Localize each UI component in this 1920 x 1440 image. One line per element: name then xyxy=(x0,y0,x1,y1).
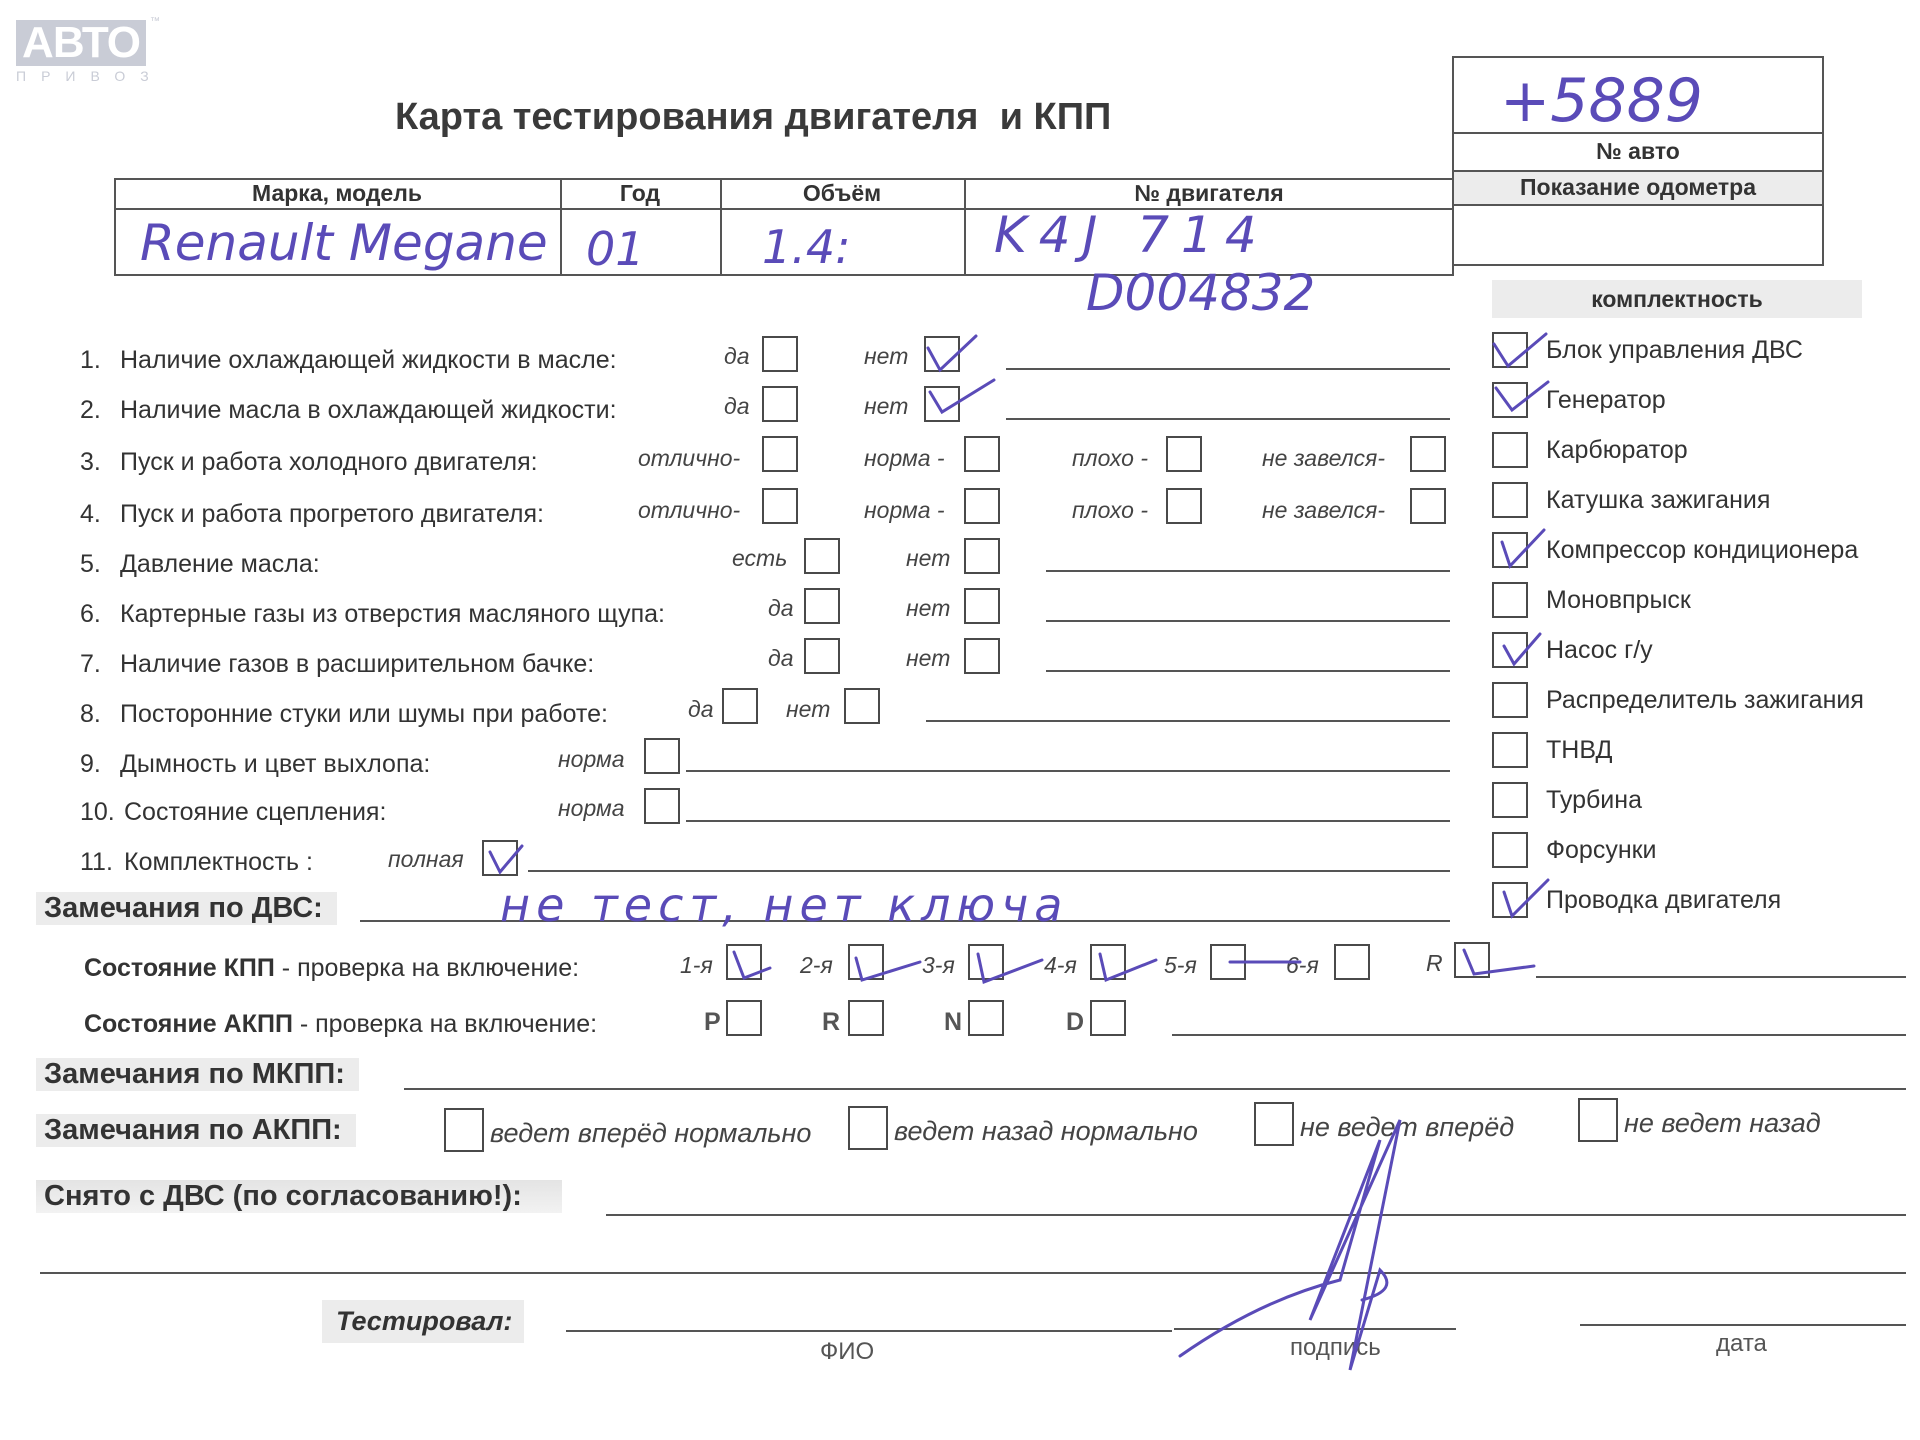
q8-option-no-label: нет xyxy=(786,696,831,722)
q9-option-normal-label: норма xyxy=(558,746,625,772)
completeness-checkbox-turbine[interactable] xyxy=(1492,782,1528,818)
akpp-no-backward-label: не ведет назад xyxy=(1624,1108,1821,1138)
manual-gearbox-check-label xyxy=(84,954,579,983)
q3-option-not-started-checkbox[interactable] xyxy=(1410,436,1446,472)
automatic-gearbox-check-label xyxy=(84,1010,597,1039)
mode-d-checkbox[interactable] xyxy=(1090,1000,1126,1036)
q7-option-yes-checkbox[interactable] xyxy=(804,638,840,674)
question-2-number: 2. xyxy=(80,396,101,424)
q2-comment-line xyxy=(1006,418,1450,420)
gear-6-checkbox[interactable] xyxy=(1334,944,1370,980)
col-header-engine-no: № двигателя xyxy=(1134,180,1284,206)
trademark-mark: ™ xyxy=(150,16,160,27)
q3-option-bad-checkbox[interactable] xyxy=(1166,436,1202,472)
q4-option-not-started-checkbox[interactable] xyxy=(1410,488,1446,524)
completeness-checkbox-engine-wiring[interactable] xyxy=(1492,882,1528,918)
q3-option-normal-checkbox[interactable] xyxy=(964,436,1000,472)
completeness-checkbox-ignition-coil[interactable] xyxy=(1492,482,1528,518)
q1-option-no-checkbox[interactable] xyxy=(924,336,960,372)
question-7-number: 7. xyxy=(80,650,101,678)
q1-option-yes-label: да xyxy=(724,343,750,369)
question-9-text: Дымность и цвет выхлопа: xyxy=(120,750,431,778)
removed-parts-line xyxy=(606,1214,1906,1216)
car-number-label: № авто xyxy=(1596,138,1680,164)
akpp-forward-normal-checkbox[interactable] xyxy=(444,1108,484,1152)
question-5-number: 5. xyxy=(80,550,101,578)
question-10-number: 10. xyxy=(80,798,115,826)
question-8-number: 8. xyxy=(80,700,101,728)
question-3-number: 3. xyxy=(80,448,101,476)
mode-p-label: P xyxy=(704,1008,721,1036)
manual-gearbox-title: Состояние КПП xyxy=(84,954,275,982)
completeness-checkbox-generator[interactable] xyxy=(1492,382,1528,418)
car-number-divider-2 xyxy=(1452,170,1824,172)
page-title: Карта тестирования двигателя и КПП xyxy=(395,96,1112,138)
q1-option-yes-checkbox[interactable] xyxy=(762,336,798,372)
q1-option-no-label: нет xyxy=(864,343,909,369)
question-7-text: Наличие газов в расширительном бачке: xyxy=(120,650,595,678)
gear-3-label: 3-я xyxy=(922,952,955,978)
q4-option-normal-label: норма - xyxy=(864,497,945,523)
question-6-text: Картерные газы из отверстия масляного щупа: xyxy=(120,600,665,628)
q8-comment-line xyxy=(926,720,1450,722)
q10-comment-line xyxy=(686,820,1450,822)
q5-option-no-label: нет xyxy=(906,545,951,571)
q2-option-yes-checkbox[interactable] xyxy=(762,386,798,422)
q1-comment-line xyxy=(1006,368,1450,370)
remarks-engine-label: Замечания по ДВС: xyxy=(36,892,337,925)
completeness-label-distributor: Распределитель зажигания xyxy=(1546,686,1864,714)
gear-4-label: 4-я xyxy=(1044,952,1077,978)
gear-4-checkbox[interactable] xyxy=(1090,944,1126,980)
q6-comment-line xyxy=(1046,620,1450,622)
q4-option-bad-label: плохо - xyxy=(1072,497,1148,523)
col-header-year: Год xyxy=(619,180,661,206)
signature-icon xyxy=(1180,1120,1400,1370)
automatic-gearbox-title: Состояние АКПП xyxy=(84,1010,293,1038)
model-value: Renault Megane xyxy=(140,214,548,272)
removed-parts-line-2 xyxy=(40,1272,1906,1274)
remarks-manual-gearbox-line xyxy=(404,1088,1906,1090)
remarks-engine-value: не тест, нет ключа xyxy=(500,878,1069,932)
q11-option-full-label: полная xyxy=(388,846,464,872)
q8-option-yes-label: да xyxy=(688,696,714,722)
question-11-text: Комплектность : xyxy=(124,848,313,876)
manual-gearbox-line xyxy=(1536,976,1906,978)
q5-option-yes-label: есть xyxy=(732,545,788,571)
question-5-text: Давление масла: xyxy=(120,550,320,578)
q4-option-not-started-label: не завелся- xyxy=(1262,497,1386,523)
q5-option-yes-checkbox[interactable] xyxy=(804,538,840,574)
completeness-label-engine-wiring: Проводка двигателя xyxy=(1546,886,1782,914)
mode-n-checkbox[interactable] xyxy=(968,1000,1004,1036)
q3-option-excellent-label: отлично- xyxy=(638,445,741,471)
q5-option-no-checkbox[interactable] xyxy=(964,538,1000,574)
gear-reverse-label: R xyxy=(1426,950,1443,976)
q2-option-yes-label: да xyxy=(724,393,750,419)
q6-option-no-checkbox[interactable] xyxy=(964,588,1000,624)
mode-r-checkbox[interactable] xyxy=(848,1000,884,1036)
q6-option-yes-checkbox[interactable] xyxy=(804,588,840,624)
test-date-caption: дата xyxy=(1716,1330,1767,1357)
q2-option-no-checkbox[interactable] xyxy=(924,386,960,422)
odometer-value xyxy=(1460,214,1816,254)
odometer-label: Показание одометра xyxy=(1520,174,1756,200)
gear-reverse-checkbox[interactable] xyxy=(1454,942,1490,978)
q7-option-yes-label: да xyxy=(768,645,794,671)
gear-5-label: 5-я xyxy=(1164,952,1197,978)
tester-name-line xyxy=(566,1330,1172,1332)
q10-option-normal-checkbox[interactable] xyxy=(644,788,680,824)
question-11-number: 11. xyxy=(80,848,113,876)
completeness-checkbox-ac-compressor[interactable] xyxy=(1492,532,1528,568)
brand-logo: АВТО xyxy=(16,20,146,66)
completeness-label-power-steering-pump: Насос г/у xyxy=(1546,636,1653,664)
q4-option-normal-checkbox[interactable] xyxy=(964,488,1000,524)
q4-option-excellent-label: отлично- xyxy=(638,497,741,523)
q4-option-bad-checkbox[interactable] xyxy=(1166,488,1202,524)
gear-1-checkbox[interactable] xyxy=(726,944,762,980)
question-10-text: Состояние сцепления: xyxy=(124,798,387,826)
q11-comment-line xyxy=(528,870,1450,872)
gear-6-label: 6-я xyxy=(1286,952,1319,978)
question-8-text: Посторонние стуки или шумы при работе: xyxy=(120,700,608,728)
q2-option-no-label: нет xyxy=(864,393,909,419)
question-1-number: 1. xyxy=(80,346,101,374)
q10-option-normal-label: норма xyxy=(558,795,625,821)
completeness-checkbox-injection-pump[interactable] xyxy=(1492,732,1528,768)
question-1-text: Наличие охлаждающей жидкости в масле: xyxy=(120,346,617,374)
completeness-label-generator: Генератор xyxy=(1546,386,1666,414)
mode-p-checkbox[interactable] xyxy=(726,1000,762,1036)
col-header-model: Марка, модель xyxy=(252,180,422,206)
col-header-volume: Объём xyxy=(802,180,882,206)
question-6-number: 6. xyxy=(80,600,101,628)
tester-signature-caption: подпись xyxy=(1290,1334,1381,1361)
completeness-label-mono-injection: Моновпрыск xyxy=(1546,586,1691,614)
gear-1-label: 1-я xyxy=(680,952,713,978)
completeness-label-ignition-coil: Катушка зажигания xyxy=(1546,486,1771,514)
tested-by-label: Тестировал: xyxy=(322,1300,524,1343)
car-number-divider-3 xyxy=(1452,204,1824,206)
q3-option-excellent-checkbox[interactable] xyxy=(762,436,798,472)
gear-2-label: 2-я xyxy=(800,952,833,978)
completeness-checkbox-carburetor[interactable] xyxy=(1492,432,1528,468)
gear-3-checkbox[interactable] xyxy=(968,944,1004,980)
completeness-label-turbine: Турбина xyxy=(1546,786,1642,814)
akpp-no-backward-checkbox[interactable] xyxy=(1578,1098,1618,1142)
q6-option-yes-label: да xyxy=(768,595,794,621)
q3-option-normal-label: норма - xyxy=(864,445,945,471)
q8-option-no-checkbox[interactable] xyxy=(844,688,880,724)
remarks-automatic-gearbox-label: Замечания по АКПП: xyxy=(36,1114,356,1147)
completeness-label-ac-compressor: Компрессор кондиционера xyxy=(1546,536,1859,564)
akpp-forward-normal-label: ведет вперёд нормально xyxy=(490,1118,812,1148)
q7-option-no-checkbox[interactable] xyxy=(964,638,1000,674)
completeness-checkbox-distributor[interactable] xyxy=(1492,682,1528,718)
akpp-backward-normal-label: ведет назад нормально xyxy=(894,1116,1198,1146)
completeness-checkbox-ecu[interactable] xyxy=(1492,332,1528,368)
q9-option-normal-checkbox[interactable] xyxy=(644,738,680,774)
completeness-checkbox-injectors[interactable] xyxy=(1492,832,1528,868)
mode-n-label: N xyxy=(944,1008,963,1036)
year-value: 01 xyxy=(586,222,645,276)
removed-parts-label: Снято с ДВС (по согласованию!): xyxy=(36,1180,562,1213)
q7-option-no-label: нет xyxy=(906,645,951,671)
tester-signature-line xyxy=(1174,1328,1456,1330)
question-4-number: 4. xyxy=(80,500,101,528)
q3-option-not-started-label: не завелся- xyxy=(1262,445,1386,471)
q7-comment-line xyxy=(1046,670,1450,672)
tester-name-caption: ФИО xyxy=(820,1338,875,1365)
completeness-label-injectors: Форсунки xyxy=(1546,836,1657,864)
completeness-checkbox-power-steering-pump[interactable] xyxy=(1492,632,1528,668)
volume-value: 1.4: xyxy=(762,220,851,274)
mode-d-label: D xyxy=(1066,1008,1085,1036)
manual-gearbox-desc: - проверка на включение: xyxy=(274,954,580,982)
completeness-label-injection-pump: ТНВД xyxy=(1546,736,1613,764)
question-4-text: Пуск и работа прогретого двигателя: xyxy=(120,500,544,528)
completeness-label-carburetor: Карбюратор xyxy=(1546,436,1688,464)
test-date-line xyxy=(1580,1324,1906,1326)
engine-no-value: K4J 714 xyxy=(994,206,1269,264)
mode-r-label: R xyxy=(822,1008,841,1036)
brand-logo-subtitle: ПРИВОЗ xyxy=(16,68,164,84)
akpp-no-forward-label: не ведет вперёд xyxy=(1300,1112,1515,1142)
gear-5-checkbox[interactable] xyxy=(1210,944,1246,980)
question-3-text: Пуск и работа холодного двигателя: xyxy=(120,448,538,476)
automatic-gearbox-desc: - проверка на включение: xyxy=(292,1010,598,1038)
completeness-checkbox-mono-injection[interactable] xyxy=(1492,582,1528,618)
car-number-value: +5889 xyxy=(1500,66,1703,136)
q6-option-no-label: нет xyxy=(906,595,951,621)
completeness-label-ecu: Блок управления ДВС xyxy=(1546,336,1803,364)
q5-comment-line xyxy=(1046,570,1450,572)
q9-comment-line xyxy=(686,770,1450,772)
q8-option-yes-checkbox[interactable] xyxy=(722,688,758,724)
remarks-manual-gearbox-label: Замечания по МКПП: xyxy=(36,1058,359,1091)
q3-option-bad-label: плохо - xyxy=(1072,445,1148,471)
gear-2-checkbox[interactable] xyxy=(848,944,884,980)
akpp-backward-normal-checkbox[interactable] xyxy=(848,1106,888,1150)
question-2-text: Наличие масла в охлаждающей жидкости: xyxy=(120,396,617,424)
q4-option-excellent-checkbox[interactable] xyxy=(762,488,798,524)
automatic-gearbox-line xyxy=(1172,1034,1906,1036)
akpp-no-forward-checkbox[interactable] xyxy=(1254,1102,1294,1146)
q11-option-full-checkbox[interactable] xyxy=(482,840,518,876)
question-9-number: 9. xyxy=(80,750,101,778)
completeness-title: комплектность xyxy=(1492,280,1862,318)
engine-serial-value: D004832 xyxy=(1086,264,1316,322)
